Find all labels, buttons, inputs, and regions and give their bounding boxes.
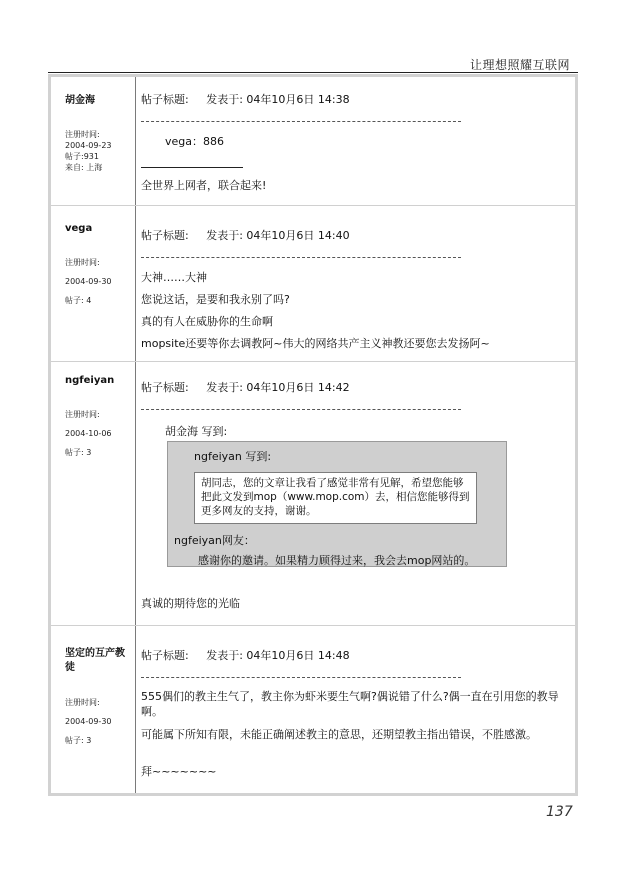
posted-time: 发表于: 04年10月6日 14:48 — [206, 649, 350, 662]
subject-label: 帖子标题: — [141, 93, 189, 106]
reply-text: 感谢你的邀请。如果精力顾得过来，我会去mop网站的。 — [198, 554, 476, 567]
meta-posts: 帖子:931 — [65, 152, 99, 161]
post-paragraph: 555偶们的教主生气了，教主你为虾米要生气啊?偶说错了什么?偶一直在引用您的教导啊。 — [141, 690, 559, 718]
meta-location: 来自: 上海 — [65, 163, 103, 172]
author-meta — [65, 407, 112, 461]
posted-time: 发表于: 04年10月6日 14:40 — [206, 229, 350, 242]
meta-posts: 帖子: 4 — [65, 296, 92, 305]
post-line: mopsite还要等你去调教阿~伟大的网络共产主义神教还要您去发扬阿~ — [141, 337, 490, 350]
meta-date: 2004-09-30 — [65, 277, 112, 286]
author-meta — [65, 695, 112, 749]
meta-label: 注册时间: — [65, 258, 100, 267]
meta-label: 注册时间: — [65, 410, 100, 419]
site-title: 让理想照耀互联网 — [470, 58, 571, 72]
post-header — [141, 379, 350, 395]
meta-label: 注册时间: — [65, 698, 100, 707]
meta-date: 2004-10-06 — [65, 429, 112, 438]
nested-quote-text: 胡同志，您的文章让我看了感觉非常有见解，希望您能够把此文发到mop（www.mop.com）去，相信您能够得到更多网友的支持，谢谢。 — [201, 477, 470, 517]
quote-block — [167, 441, 507, 567]
post-divider — [51, 625, 575, 626]
signature-rule — [141, 167, 243, 168]
post-line: 大神……大神 — [141, 271, 207, 284]
reply-name: ngfeiyan网友： — [174, 534, 255, 547]
dashed-rule — [141, 121, 461, 122]
meta-label: 注册时间: — [65, 130, 100, 139]
meta-posts: 帖子: 3 — [65, 736, 92, 745]
column-divider — [135, 77, 136, 793]
meta-posts: 帖子: 3 — [65, 448, 92, 457]
signature: 全世界上网者，联合起来! — [141, 179, 267, 192]
post-header — [141, 227, 350, 243]
post-line: 拜~~~~~~~ — [141, 765, 217, 778]
author-meta — [65, 255, 112, 309]
posted-time: 发表于: 04年10月6日 14:38 — [206, 93, 350, 106]
post-header — [141, 91, 350, 107]
dashed-rule — [141, 409, 461, 410]
dashed-rule — [141, 677, 461, 678]
page-number: 137 — [546, 804, 573, 820]
nested-quote-block — [194, 472, 477, 524]
author-name: ngfeiyan — [65, 375, 115, 386]
author-name: 胡金海 — [65, 95, 95, 106]
post-divider — [51, 205, 575, 206]
subject-label: 帖子标题: — [141, 229, 189, 242]
subject-label: 帖子标题: — [141, 381, 189, 394]
post-line: 真的有人在威胁你的生命啊 — [141, 315, 273, 328]
author-name: vega — [65, 223, 93, 234]
post-divider — [51, 361, 575, 362]
closing-line: 真诚的期待您的光临 — [141, 597, 240, 610]
posted-time: 发表于: 04年10月6日 14:42 — [206, 381, 350, 394]
meta-date: 2004-09-23 — [65, 141, 112, 150]
header-rule — [48, 72, 578, 73]
post-line: 您说这话，是要和我永别了吗? — [141, 293, 290, 306]
author-meta — [65, 129, 112, 173]
dashed-rule — [141, 257, 461, 258]
forum-thread — [48, 74, 578, 796]
post-paragraph: 可能属下所知有限，未能正确阐述教主的意思，还期望教主指出错误，不胜感激。 — [141, 728, 537, 741]
author-name: 坚定的互产教徒 — [65, 648, 125, 673]
post-line: vega：886 — [165, 135, 224, 148]
subject-label: 帖子标题: — [141, 649, 189, 662]
post-header — [141, 647, 350, 663]
meta-date: 2004-09-30 — [65, 717, 112, 726]
quote-author: 胡金海 写到: — [165, 425, 228, 438]
nested-quote-author: ngfeiyan 写到: — [194, 450, 272, 463]
